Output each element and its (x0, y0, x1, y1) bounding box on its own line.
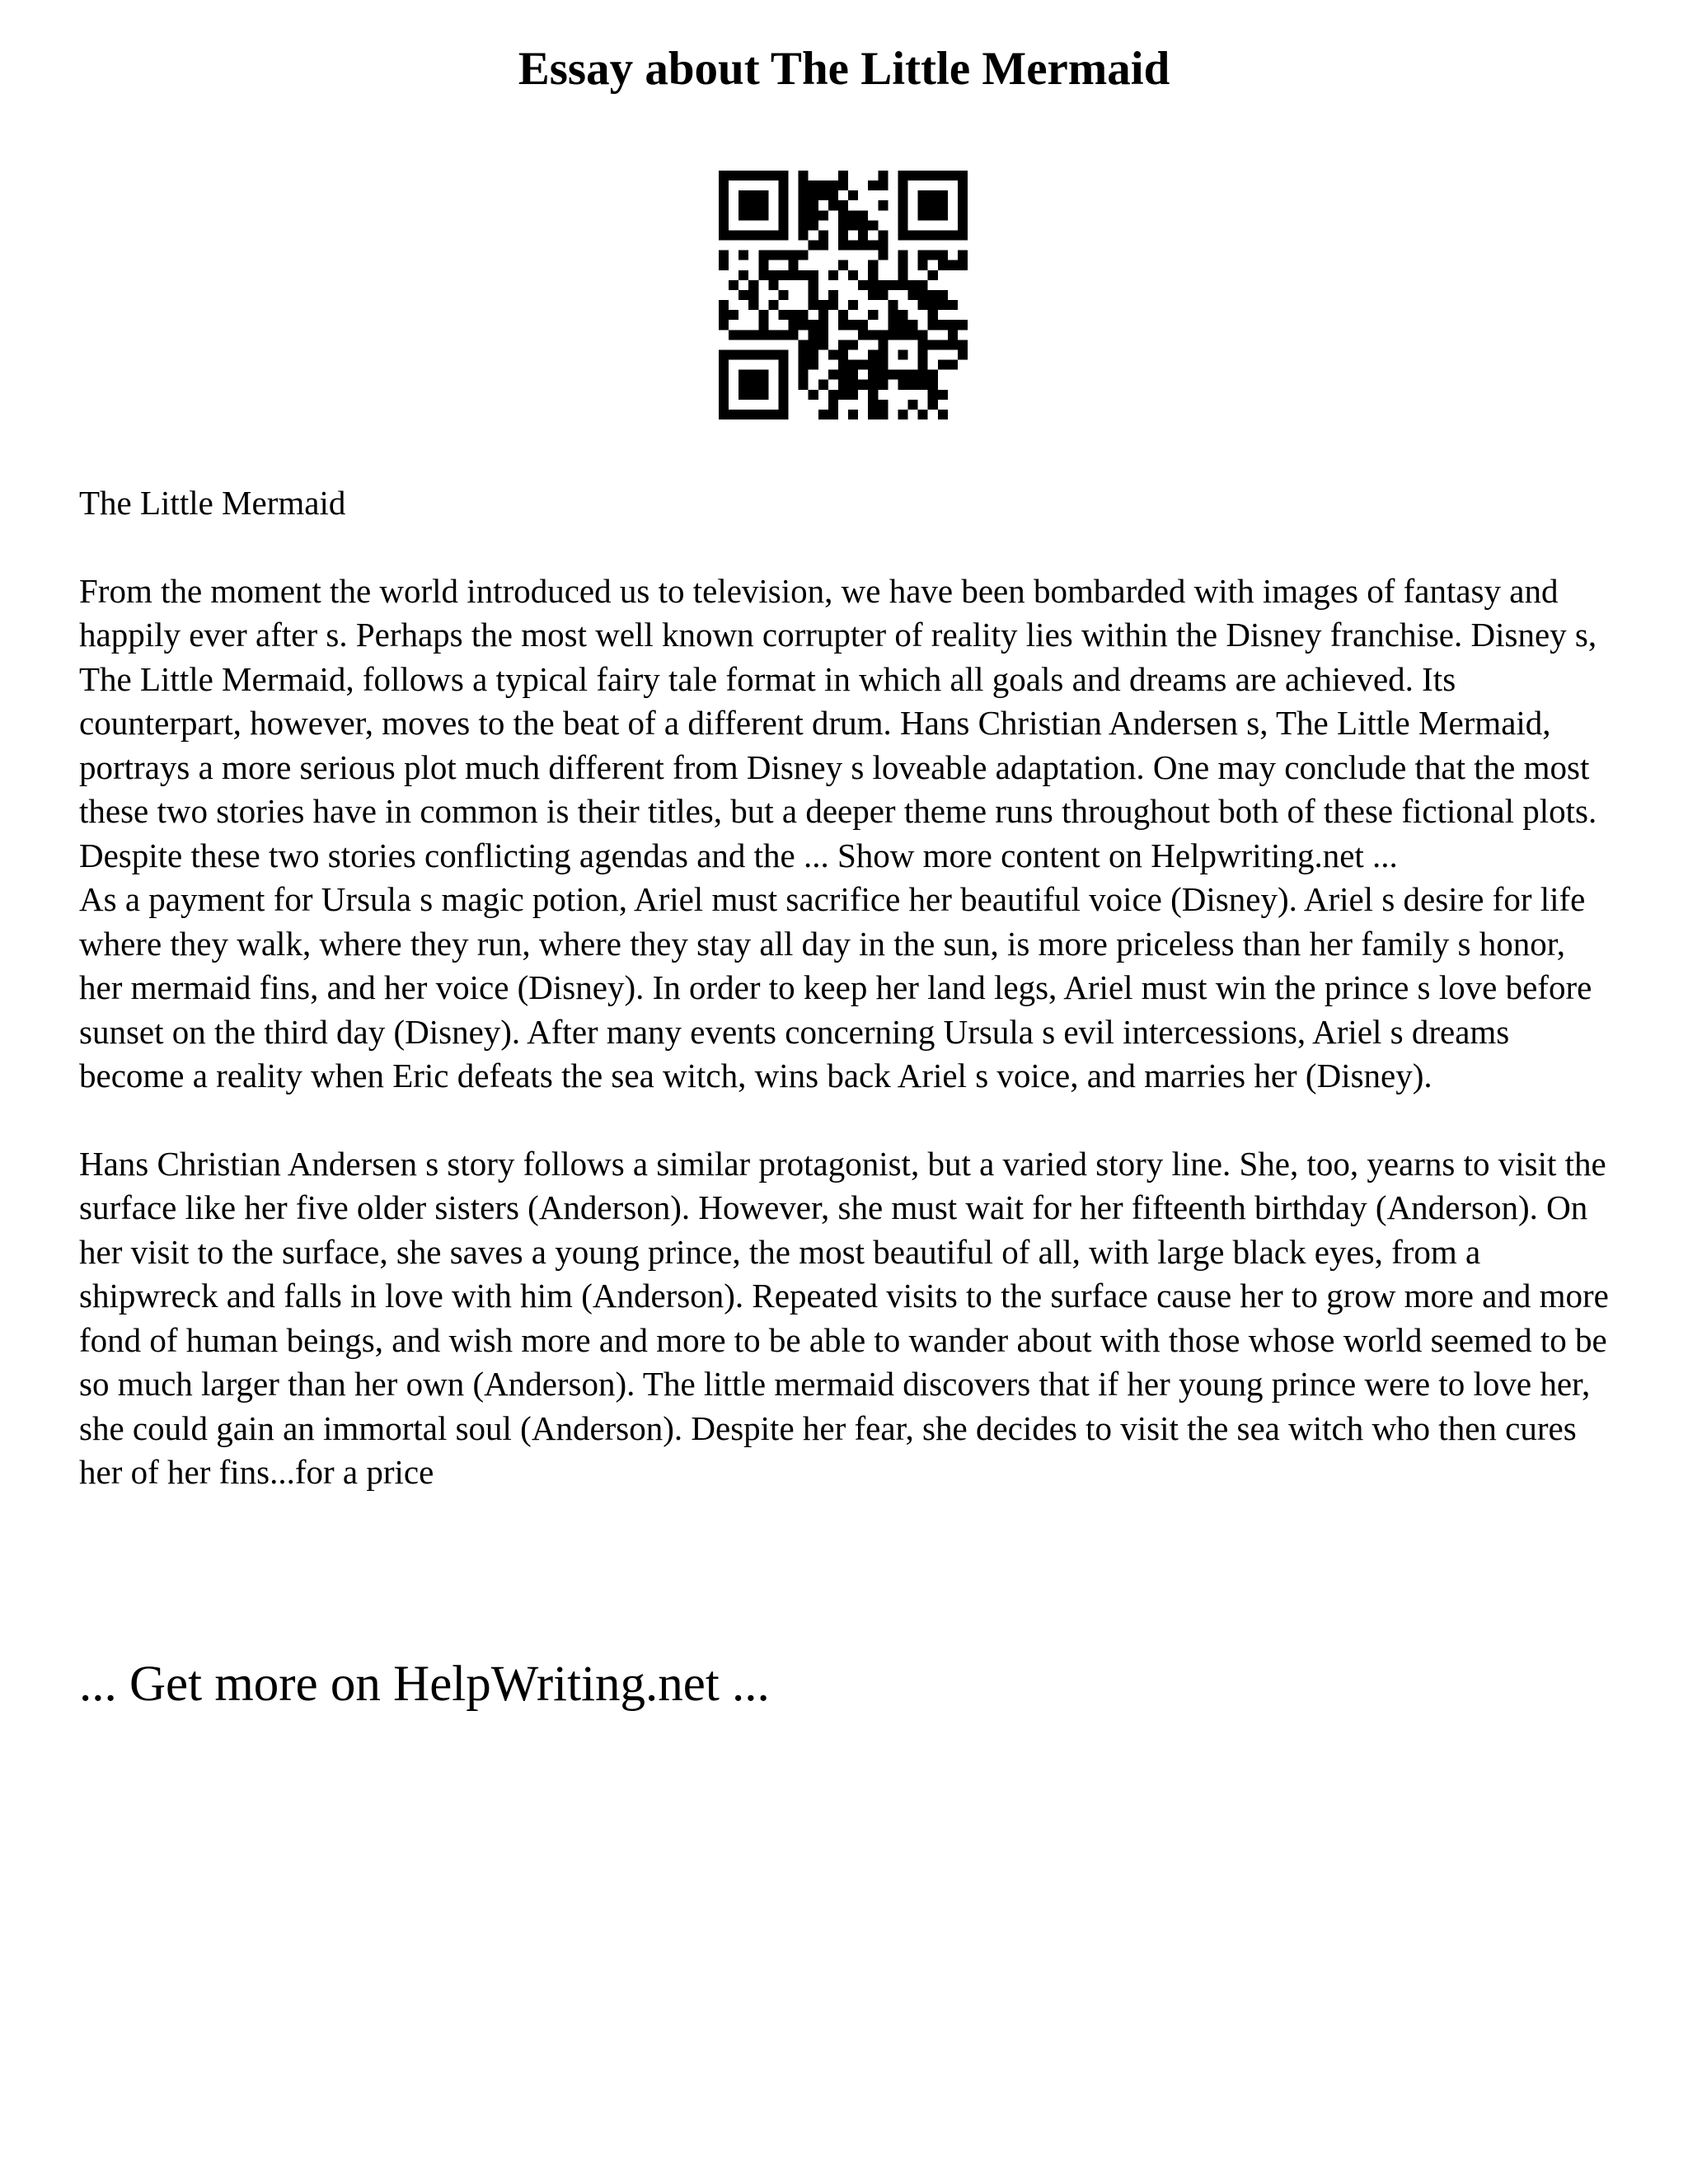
essay-paragraph-1: From the moment the world introduced us to television, we have been bombarded with images of fantasy and happily ever after s. Perhaps the most well known corrupter of reality lies within the Disney franchise. Disney s, The Little Mermaid, follows a typical fairy tale format in which all goals and dreams are achieved. Its counterpart, however, moves to the beat of a different drum. Hans Christian Andersen s, The Little Mermaid, portrays a more serious plot much different from Disney s loveable adaptation. One may conclude that the most these two stories have in common is their titles, but a deeper theme runs throughout both of these fictional plots. Despite these two stories conflicting agendas and the ... Show more content on Helpwriting.net ... (79, 571, 1597, 874)
essay-body (79, 481, 1612, 1495)
essay-subheading: The Little Mermaid (79, 484, 346, 522)
essay-paragraph-3: Hans Christian Andersen s story follows a similar protagonist, but a varied story line. She, too, yearns to visit the surface like her five older sisters (Anderson). However, she must wait for her fifteenth birthday (Anderson). On her visit to the surface, she saves a young prince, the most beautiful of all, with large black eyes, from a shipwreck and falls in love with him (Anderson). Repeated visits to the surface cause her to grow more and more fond of human beings, and wish more and more to be able to wander about with those whose world seemed to be so much larger than her own (Anderson). The little mermaid discovers that if her young prince were to love her, she could gain an immortal soul (Anderson). Despite her fear, she decides to visit the sea witch who then cures her of her fins...for a price (79, 1144, 1609, 1491)
get-more-link[interactable]: ... Get more on HelpWriting.net ... (79, 1657, 770, 1712)
essay-paragraph-2: As a payment for Ursula s magic potion, Ariel must sacrifice her beautiful voice (Disney). Ariel s desire for life where they walk, where they run, where they stay all day in the sun, is more priceless than her family s honor, her mermaid fins, and her voice (Disney). In order to keep her land legs, Ariel must win the prince s love before sunset on the third day (Disney). After many events concerning Ursula s evil intercessions, Ariel s dreams become a reality when Eric defeats the sea witch, wins back Ariel s voice, and marries her (Disney). (79, 880, 1592, 1094)
page-title: Essay about The Little Mermaid (518, 43, 1170, 95)
qr-code-icon[interactable] (719, 171, 968, 419)
